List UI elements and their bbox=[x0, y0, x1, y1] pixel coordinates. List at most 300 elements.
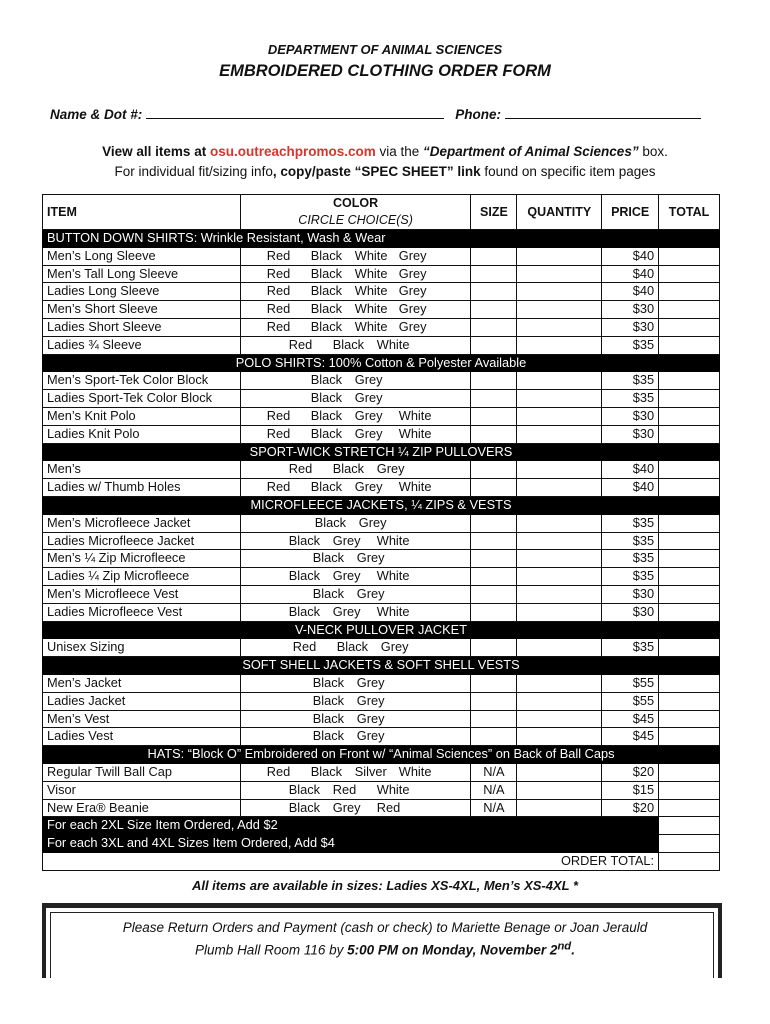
size-cell[interactable] bbox=[471, 603, 517, 621]
color-option[interactable]: White bbox=[398, 407, 432, 423]
quantity-cell[interactable] bbox=[517, 710, 602, 728]
quantity-cell[interactable] bbox=[517, 532, 602, 550]
total-cell[interactable] bbox=[659, 318, 720, 336]
quantity-cell[interactable] bbox=[517, 301, 602, 319]
color-option[interactable]: Red bbox=[266, 247, 291, 263]
order-table bbox=[42, 194, 720, 871]
item-name: Ladies Microfleece Vest bbox=[43, 603, 241, 621]
color-choices bbox=[240, 407, 471, 425]
table-row bbox=[43, 301, 720, 319]
col-color-header bbox=[240, 195, 471, 230]
form-title: EMBROIDERED CLOTHING ORDER FORM bbox=[219, 62, 551, 80]
surcharge-total-cell[interactable] bbox=[659, 835, 720, 853]
color-option[interactable]: Red bbox=[266, 301, 291, 317]
size-cell[interactable] bbox=[471, 425, 517, 443]
color-option[interactable]: Grey bbox=[356, 710, 385, 726]
order-total-cell[interactable] bbox=[659, 852, 720, 870]
color-option[interactable]: Grey bbox=[380, 639, 409, 655]
table-row bbox=[43, 692, 720, 710]
item-name: Men’s Jacket bbox=[43, 674, 241, 692]
total-cell[interactable] bbox=[659, 301, 720, 319]
quantity-cell[interactable] bbox=[517, 781, 602, 799]
section-header-row bbox=[43, 657, 720, 675]
size-cell[interactable] bbox=[471, 568, 517, 586]
table-row bbox=[43, 603, 720, 621]
circle-choice-label: CIRCLE CHOICE(S) bbox=[298, 213, 413, 227]
table-row bbox=[43, 763, 720, 781]
item-name: Ladies Vest bbox=[43, 728, 241, 746]
price-cell: $40 bbox=[602, 461, 659, 479]
color-option[interactable]: Grey bbox=[356, 550, 385, 566]
color-option[interactable]: White bbox=[354, 301, 388, 317]
table-row bbox=[43, 247, 720, 265]
section-title: HATS: “Block O” Embroidered on Front w/ “Animal Sciences” on Back of Ball Caps bbox=[43, 746, 720, 764]
size-cell[interactable] bbox=[471, 692, 517, 710]
item-name: Unisex Sizing bbox=[43, 639, 241, 657]
item-name: Men’s Knit Polo bbox=[43, 407, 241, 425]
color-choices bbox=[240, 425, 471, 443]
color-option[interactable]: White bbox=[354, 265, 388, 281]
color-option[interactable]: Black bbox=[314, 514, 347, 530]
table-row bbox=[43, 568, 720, 586]
section-title: V-NECK PULLOVER JACKET bbox=[43, 621, 720, 639]
color-option[interactable]: Black bbox=[310, 763, 343, 779]
return-period: . bbox=[571, 942, 575, 958]
color-option[interactable]: Grey bbox=[354, 372, 383, 388]
surcharge-note: For each 3XL and 4XL Sizes Item Ordered, Add $4 bbox=[43, 835, 659, 853]
total-cell[interactable] bbox=[659, 461, 720, 479]
item-name: Men’s Short Sleeve bbox=[43, 301, 241, 319]
color-choices bbox=[240, 603, 471, 621]
color-option[interactable]: Black bbox=[310, 265, 343, 281]
size-cell[interactable] bbox=[471, 336, 517, 354]
color-choices bbox=[240, 301, 471, 319]
table-row bbox=[43, 425, 720, 443]
color-option[interactable]: Grey bbox=[376, 461, 405, 477]
quantity-cell[interactable] bbox=[517, 603, 602, 621]
section-header-row bbox=[43, 746, 720, 764]
color-option[interactable]: Black bbox=[310, 479, 343, 495]
item-name: Regular Twill Ball Cap bbox=[43, 763, 241, 781]
color-option[interactable]: Black bbox=[336, 639, 369, 655]
color-option[interactable]: Grey bbox=[332, 568, 361, 584]
price-cell: $35 bbox=[602, 390, 659, 408]
quantity-cell[interactable] bbox=[517, 799, 602, 817]
quantity-cell[interactable] bbox=[517, 674, 602, 692]
price-cell: $40 bbox=[602, 479, 659, 497]
total-cell[interactable] bbox=[659, 514, 720, 532]
total-cell[interactable] bbox=[659, 692, 720, 710]
price-cell: $30 bbox=[602, 603, 659, 621]
price-cell: $35 bbox=[602, 532, 659, 550]
section-title: SPORT-WICK STRETCH ¼ ZIP PULLOVERS bbox=[43, 443, 720, 461]
quantity-cell[interactable] bbox=[517, 585, 602, 603]
color-option[interactable]: White bbox=[398, 479, 432, 495]
color-choices bbox=[240, 710, 471, 728]
price-cell: $40 bbox=[602, 265, 659, 283]
size-cell[interactable] bbox=[471, 674, 517, 692]
col-quantity-header: QUANTITY bbox=[517, 195, 602, 230]
table-row bbox=[43, 514, 720, 532]
color-choices bbox=[240, 283, 471, 301]
color-option[interactable]: Grey bbox=[356, 585, 385, 601]
price-cell: $35 bbox=[602, 568, 659, 586]
total-cell[interactable] bbox=[659, 763, 720, 781]
color-option[interactable]: Black bbox=[310, 283, 343, 299]
return-line-1: Please Return Orders and Payment (cash or check) to Mariette Benage or Joan Jerauld bbox=[122, 920, 648, 935]
total-cell[interactable] bbox=[659, 585, 720, 603]
quantity-cell[interactable] bbox=[517, 372, 602, 390]
section-title: MICROFLEECE JACKETS, ¼ ZIPS & VESTS bbox=[43, 496, 720, 514]
table-row bbox=[43, 728, 720, 746]
order-total-row bbox=[43, 852, 720, 870]
color-option[interactable]: Grey bbox=[398, 265, 427, 281]
return-deadline-suffix: nd bbox=[557, 940, 572, 952]
size-cell[interactable] bbox=[471, 407, 517, 425]
color-option[interactable]: Black bbox=[312, 728, 345, 744]
color-option[interactable]: Grey bbox=[398, 247, 427, 263]
color-option[interactable]: Grey bbox=[332, 799, 361, 815]
color-option[interactable]: White bbox=[376, 568, 410, 584]
size-cell[interactable] bbox=[471, 265, 517, 283]
color-choices bbox=[240, 265, 471, 283]
table-row bbox=[43, 781, 720, 799]
price-cell: $15 bbox=[602, 781, 659, 799]
surcharge-note: For each 2XL Size Item Ordered, Add $2 bbox=[43, 817, 659, 835]
size-cell[interactable] bbox=[471, 479, 517, 497]
color-option[interactable]: Black bbox=[310, 247, 343, 263]
total-cell[interactable] bbox=[659, 799, 720, 817]
table-row bbox=[43, 674, 720, 692]
size-cell[interactable] bbox=[471, 532, 517, 550]
color-option[interactable]: Grey bbox=[354, 407, 383, 423]
color-option[interactable]: Red bbox=[292, 639, 317, 655]
item-name: Ladies Microfleece Jacket bbox=[43, 532, 241, 550]
col-total-header: TOTAL bbox=[659, 195, 720, 230]
quantity-cell[interactable] bbox=[517, 639, 602, 657]
table-row bbox=[43, 461, 720, 479]
quantity-cell[interactable] bbox=[517, 336, 602, 354]
color-option[interactable]: Red bbox=[266, 283, 291, 299]
section-header-row bbox=[43, 354, 720, 372]
size-cell[interactable]: N/A bbox=[471, 799, 517, 817]
color-option[interactable]: Red bbox=[266, 407, 291, 423]
color-option[interactable]: Black bbox=[310, 301, 343, 317]
table-row bbox=[43, 532, 720, 550]
table-row bbox=[43, 550, 720, 568]
size-cell[interactable] bbox=[471, 514, 517, 532]
table-row bbox=[43, 265, 720, 283]
total-cell[interactable] bbox=[659, 265, 720, 283]
price-cell: $55 bbox=[602, 674, 659, 692]
color-option[interactable]: White bbox=[376, 781, 410, 797]
view-items-line bbox=[0, 144, 770, 159]
color-choices bbox=[240, 336, 471, 354]
color-option[interactable]: Red bbox=[288, 461, 313, 477]
color-choices bbox=[240, 639, 471, 657]
size-cell[interactable] bbox=[471, 283, 517, 301]
total-cell[interactable] bbox=[659, 781, 720, 799]
color-option[interactable]: Red bbox=[266, 318, 291, 334]
color-choices bbox=[240, 479, 471, 497]
quantity-cell[interactable] bbox=[517, 568, 602, 586]
surcharge-note-row bbox=[43, 835, 720, 853]
price-cell: $45 bbox=[602, 710, 659, 728]
size-cell[interactable] bbox=[471, 550, 517, 568]
color-choices bbox=[240, 318, 471, 336]
total-cell[interactable] bbox=[659, 568, 720, 586]
total-cell[interactable] bbox=[659, 479, 720, 497]
color-option[interactable]: White bbox=[398, 425, 432, 441]
size-cell[interactable]: N/A bbox=[471, 763, 517, 781]
color-option[interactable]: Black bbox=[312, 550, 345, 566]
size-cell[interactable] bbox=[471, 372, 517, 390]
color-choices bbox=[240, 763, 471, 781]
total-cell[interactable] bbox=[659, 336, 720, 354]
color-choices bbox=[240, 799, 471, 817]
item-name: Ladies Sport-Tek Color Block bbox=[43, 390, 241, 408]
quantity-cell[interactable] bbox=[517, 247, 602, 265]
color-option[interactable]: Black bbox=[288, 568, 321, 584]
size-cell[interactable] bbox=[471, 247, 517, 265]
item-name: Men’s Sport-Tek Color Block bbox=[43, 372, 241, 390]
section-header-row bbox=[43, 443, 720, 461]
quantity-cell[interactable] bbox=[517, 763, 602, 781]
quantity-cell[interactable] bbox=[517, 265, 602, 283]
color-choices bbox=[240, 372, 471, 390]
color-option[interactable]: Grey bbox=[332, 532, 361, 548]
total-cell[interactable] bbox=[659, 425, 720, 443]
item-name: New Era® Beanie bbox=[43, 799, 241, 817]
section-header-row bbox=[43, 230, 720, 248]
color-option[interactable]: Black bbox=[310, 372, 343, 388]
section-title: SOFT SHELL JACKETS & SOFT SHELL VESTS bbox=[43, 657, 720, 675]
color-option[interactable]: Grey bbox=[354, 390, 383, 406]
total-cell[interactable] bbox=[659, 532, 720, 550]
color-label: COLOR bbox=[333, 196, 379, 211]
color-option[interactable]: Black bbox=[312, 674, 345, 690]
item-name: Men’s bbox=[43, 461, 241, 479]
color-option[interactable]: Black bbox=[312, 692, 345, 708]
color-option[interactable]: Red bbox=[332, 781, 357, 797]
total-cell[interactable] bbox=[659, 550, 720, 568]
section-header-row bbox=[43, 496, 720, 514]
item-name: Ladies w/ Thumb Holes bbox=[43, 479, 241, 497]
color-choices bbox=[240, 674, 471, 692]
price-cell: $45 bbox=[602, 728, 659, 746]
color-option[interactable]: White bbox=[376, 532, 410, 548]
color-option[interactable]: Grey bbox=[356, 674, 385, 690]
quantity-cell[interactable] bbox=[517, 728, 602, 746]
item-name: Visor bbox=[43, 781, 241, 799]
color-choices bbox=[240, 728, 471, 746]
color-option[interactable]: White bbox=[376, 603, 410, 619]
color-option[interactable]: Black bbox=[332, 336, 365, 352]
color-option[interactable]: Grey bbox=[354, 425, 383, 441]
item-name: Ladies ¾ Sleeve bbox=[43, 336, 241, 354]
color-option[interactable]: Black bbox=[310, 407, 343, 423]
color-option[interactable]: Black bbox=[310, 318, 343, 334]
color-choices bbox=[240, 568, 471, 586]
name-dot-field[interactable] bbox=[146, 106, 444, 119]
return-instructions bbox=[0, 918, 770, 960]
fit-sizing-text: For individual fit/sizing info bbox=[114, 164, 273, 179]
color-option[interactable]: Black bbox=[288, 603, 321, 619]
size-cell[interactable]: N/A bbox=[471, 781, 517, 799]
color-choices bbox=[240, 461, 471, 479]
color-option[interactable]: Black bbox=[332, 461, 365, 477]
color-choices bbox=[240, 514, 471, 532]
phone-field[interactable] bbox=[505, 106, 701, 119]
color-option[interactable]: Black bbox=[310, 425, 343, 441]
size-cell[interactable] bbox=[471, 318, 517, 336]
surcharge-total-cell[interactable] bbox=[659, 817, 720, 835]
total-cell[interactable] bbox=[659, 603, 720, 621]
color-option[interactable]: Red bbox=[376, 799, 401, 815]
table-row bbox=[43, 372, 720, 390]
price-cell: $30 bbox=[602, 301, 659, 319]
size-cell[interactable] bbox=[471, 710, 517, 728]
section-title: BUTTON DOWN SHIRTS: Wrinkle Resistant, Wash & Wear bbox=[43, 230, 720, 248]
item-name: Men’s Microfleece Vest bbox=[43, 585, 241, 603]
item-name: Men’s Long Sleeve bbox=[43, 247, 241, 265]
price-cell: $35 bbox=[602, 514, 659, 532]
quantity-cell[interactable] bbox=[517, 407, 602, 425]
color-option[interactable]: Red bbox=[288, 336, 313, 352]
item-pages-text: found on specific item pages bbox=[480, 164, 656, 179]
quantity-cell[interactable] bbox=[517, 318, 602, 336]
color-option[interactable]: Black bbox=[312, 585, 345, 601]
table-row bbox=[43, 710, 720, 728]
dept-box-text: “Department of Animal Sciences” bbox=[423, 144, 639, 159]
size-cell[interactable] bbox=[471, 461, 517, 479]
section-title: POLO SHIRTS: 100% Cotton & Polyester Available bbox=[43, 354, 720, 372]
name-dot-label: Name & Dot #: bbox=[50, 107, 143, 122]
color-option[interactable]: Black bbox=[312, 710, 345, 726]
item-name: Men’s ¼ Zip Microfleece bbox=[43, 550, 241, 568]
total-cell[interactable] bbox=[659, 283, 720, 301]
color-choices bbox=[240, 781, 471, 799]
table-row bbox=[43, 479, 720, 497]
quantity-cell[interactable] bbox=[517, 692, 602, 710]
size-cell[interactable] bbox=[471, 585, 517, 603]
quantity-cell[interactable] bbox=[517, 479, 602, 497]
color-option[interactable]: Grey bbox=[356, 692, 385, 708]
color-option[interactable]: White bbox=[376, 336, 410, 352]
color-option[interactable]: Black bbox=[288, 532, 321, 548]
color-choices bbox=[240, 692, 471, 710]
total-cell[interactable] bbox=[659, 390, 720, 408]
col-item-header: ITEM bbox=[43, 195, 241, 230]
size-cell[interactable] bbox=[471, 639, 517, 657]
item-name: Ladies Short Sleeve bbox=[43, 318, 241, 336]
color-option[interactable]: White bbox=[398, 763, 432, 779]
item-name: Ladies Knit Polo bbox=[43, 425, 241, 443]
quantity-cell[interactable] bbox=[517, 283, 602, 301]
size-cell[interactable] bbox=[471, 390, 517, 408]
item-name: Ladies Jacket bbox=[43, 692, 241, 710]
fit-sizing-line bbox=[0, 164, 770, 179]
quantity-cell[interactable] bbox=[517, 550, 602, 568]
total-cell[interactable] bbox=[659, 710, 720, 728]
name-phone-line bbox=[50, 106, 701, 122]
department-heading: DEPARTMENT OF ANIMAL SCIENCES bbox=[267, 42, 503, 57]
item-name: Men’s Microfleece Jacket bbox=[43, 514, 241, 532]
quantity-cell[interactable] bbox=[517, 425, 602, 443]
color-option[interactable]: Grey bbox=[398, 318, 427, 334]
color-option[interactable]: White bbox=[354, 283, 388, 299]
table-row bbox=[43, 799, 720, 817]
color-option[interactable]: White bbox=[354, 247, 388, 263]
color-option[interactable]: Grey bbox=[398, 301, 427, 317]
color-option[interactable]: Grey bbox=[356, 728, 385, 744]
item-name: Men’s Tall Long Sleeve bbox=[43, 265, 241, 283]
item-name: Ladies Long Sleeve bbox=[43, 283, 241, 301]
section-header-row bbox=[43, 621, 720, 639]
total-cell[interactable] bbox=[659, 639, 720, 657]
color-option[interactable]: Grey bbox=[358, 514, 387, 530]
outreach-link[interactable]: osu.outreachpromos.com bbox=[209, 144, 376, 159]
total-cell[interactable] bbox=[659, 247, 720, 265]
color-option[interactable]: Red bbox=[266, 265, 291, 281]
total-cell[interactable] bbox=[659, 728, 720, 746]
color-option[interactable]: White bbox=[354, 318, 388, 334]
color-option[interactable]: Black bbox=[310, 390, 343, 406]
color-option[interactable]: Black bbox=[288, 781, 321, 797]
price-cell: $30 bbox=[602, 318, 659, 336]
return-location-text: Plumb Hall Room 116 by bbox=[195, 942, 348, 958]
col-size-header: SIZE bbox=[471, 195, 517, 230]
availability-note: All items are available in sizes: Ladies XS-4XL, Men’s XS-4XL * bbox=[191, 878, 579, 893]
color-option[interactable]: Black bbox=[288, 799, 321, 815]
quantity-cell[interactable] bbox=[517, 461, 602, 479]
color-choices bbox=[240, 532, 471, 550]
phone-label: Phone: bbox=[455, 107, 502, 122]
color-choices bbox=[240, 585, 471, 603]
price-cell: $20 bbox=[602, 799, 659, 817]
price-cell: $30 bbox=[602, 425, 659, 443]
return-deadline: 5:00 PM on Monday, November 2 bbox=[347, 942, 558, 958]
price-cell: $35 bbox=[602, 336, 659, 354]
spec-sheet-text: , copy/paste “SPEC SHEET” link bbox=[272, 164, 481, 179]
price-cell: $55 bbox=[602, 692, 659, 710]
color-choices bbox=[240, 247, 471, 265]
table-row bbox=[43, 318, 720, 336]
color-option[interactable]: Red bbox=[266, 479, 291, 495]
size-cell[interactable] bbox=[471, 301, 517, 319]
total-cell[interactable] bbox=[659, 674, 720, 692]
color-option[interactable]: Red bbox=[266, 425, 291, 441]
color-option[interactable]: Silver bbox=[354, 763, 387, 779]
color-choices bbox=[240, 550, 471, 568]
color-option[interactable]: Grey bbox=[398, 283, 427, 299]
table-row bbox=[43, 390, 720, 408]
total-cell[interactable] bbox=[659, 372, 720, 390]
size-cell[interactable] bbox=[471, 728, 517, 746]
order-total-label: ORDER TOTAL: bbox=[43, 852, 659, 870]
quantity-cell[interactable] bbox=[517, 514, 602, 532]
color-option[interactable]: Red bbox=[266, 763, 291, 779]
table-row bbox=[43, 283, 720, 301]
color-option[interactable]: Grey bbox=[354, 479, 383, 495]
quantity-cell[interactable] bbox=[517, 390, 602, 408]
total-cell[interactable] bbox=[659, 407, 720, 425]
color-option[interactable]: Grey bbox=[332, 603, 361, 619]
col-price-header: PRICE bbox=[602, 195, 659, 230]
price-cell: $40 bbox=[602, 247, 659, 265]
view-items-text: View all items at bbox=[102, 144, 210, 159]
price-cell: $40 bbox=[602, 283, 659, 301]
